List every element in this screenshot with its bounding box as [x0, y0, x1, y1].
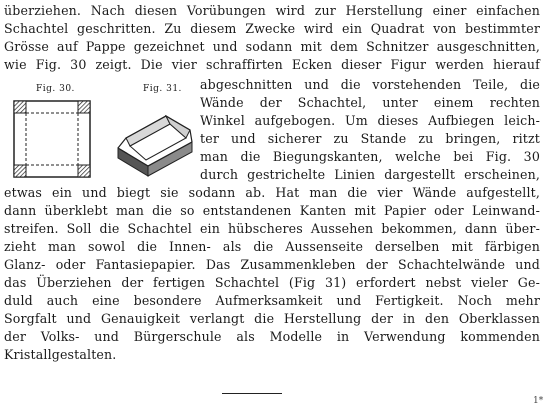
text-line: ter und sicherer zu Stande zu bringen, ritzt [200, 131, 540, 146]
fig31-box-figure [108, 98, 196, 188]
text-line: wie Fig. 30 zeigt. Die vier schraffirten Ecken dieser Figur werden hierauf [4, 57, 540, 72]
text-line: etwas ein und biegt sie sodann ab. Hat man die vier Wände aufgestellt, [4, 185, 540, 200]
text-line: Glanz- oder Fantasiepapier. Das Zusammenkleben der Schachtelwände und [4, 257, 540, 272]
text-line: das Überziehen der fertigen Schachtel (Fig 31) erfordert nebst vieler Ge- [4, 275, 540, 290]
text-line: man die Biegungskanten, welche bei Fig. 30 [200, 149, 540, 164]
section-divider [222, 393, 282, 394]
text-line: streifen. Soll die Schachtel ein hübscheres Aussehen bekommen, dann über- [4, 221, 540, 236]
text-line: Wände der Schachtel, unter einem rechten [200, 95, 540, 110]
text-line: Grösse auf Pappe gezeichnet und sodann mit dem Schnitzer ausgeschnitten, [4, 39, 540, 54]
text-line: Sorgfalt und Genauigkeit verlangt die Herstellung der in den Oberklassen [4, 311, 540, 326]
text-line: duld auch eine besondere Aufmerksamkeit und Fertigkeit. Noch mehr [4, 293, 540, 308]
text-line: der Volks- und Bürgerschule als Modelle in Verwendung kommenden [4, 329, 540, 344]
text-line: zieht man sowol die Innen- als die Aussenseite derselben mit färbigen [4, 239, 540, 254]
text-line: Kristallgestalten. [4, 347, 117, 362]
fig30-box-net-figure [8, 95, 98, 185]
text-line: überziehen. Nach diesen Vorübungen wird zur Herstellung einer einfachen [4, 3, 540, 18]
text-line: dann überklebt man die so entstandenen Kanten mit Papier oder Leinwand- [4, 203, 540, 218]
text-line: abgeschnitten und die vorstehenden Teile, die [200, 77, 540, 92]
text-line: Schachtel geschritten. Zu diesem Zwecke wird ein Quadrat von bestimmter [4, 21, 540, 36]
text-line: Winkel aufgebogen. Um dieses Aufbiegen leich- [200, 113, 540, 128]
text-line: durch gestrichelte Linien dargestellt erscheinen, [200, 167, 540, 182]
fig31-caption: Fig. 31. [143, 84, 182, 94]
page-signature-mark: 1* [533, 396, 544, 406]
fig30-caption: Fig. 30. [36, 84, 75, 94]
